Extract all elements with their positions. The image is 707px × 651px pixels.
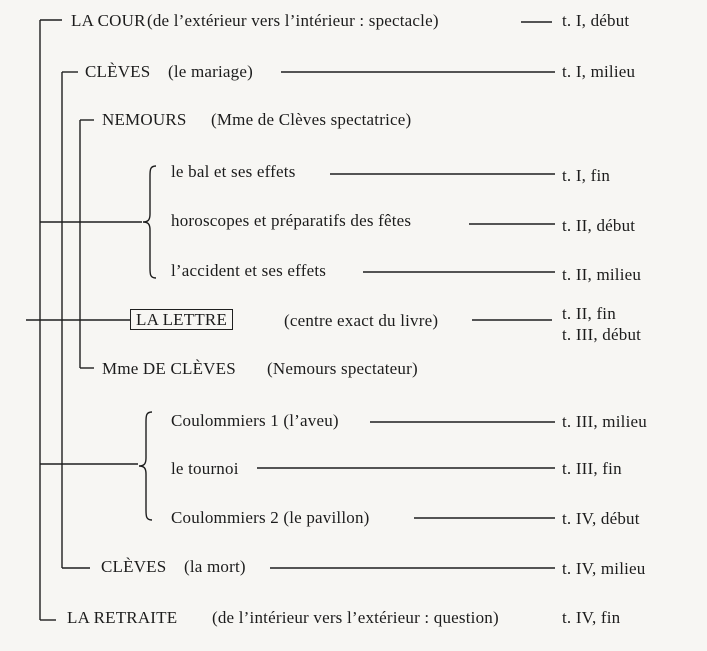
cleves1-ref: t. I, milieu bbox=[562, 62, 636, 81]
coulommiers2-label: Coulommiers 2 (le pavillon) bbox=[171, 508, 370, 527]
cour-note: (de l’extérieur vers l’intérieur : spectacle) bbox=[147, 11, 439, 30]
lettre-ref2: t. III, début bbox=[562, 325, 642, 344]
cour-label: LA COUR bbox=[71, 11, 146, 30]
nemours-label: NEMOURS bbox=[102, 110, 187, 129]
brace-cleves-episodes bbox=[136, 410, 158, 522]
lettre-label: LA LETTRE bbox=[130, 309, 233, 330]
retraite-label: LA RETRAITE bbox=[67, 608, 178, 627]
horoscopes-label: horoscopes et préparatifs des fêtes bbox=[171, 211, 412, 230]
nemours-note: (Mme de Clèves spectatrice) bbox=[211, 110, 412, 129]
mme-label: Mme DE CLÈVES bbox=[102, 359, 236, 378]
cour-ref: t. I, début bbox=[562, 11, 630, 30]
cleves1-note: (le mariage) bbox=[168, 62, 253, 81]
lettre-ref: t. II, fin bbox=[562, 304, 616, 323]
coulommiers1-label: Coulommiers 1 (l’aveu) bbox=[171, 411, 339, 430]
cleves1-label: CLÈVES bbox=[85, 62, 151, 81]
coulommiers2-ref: t. IV, début bbox=[562, 509, 640, 528]
horoscopes-ref: t. II, début bbox=[562, 216, 636, 235]
brace-nemours-episodes bbox=[140, 164, 162, 280]
tournoi-ref: t. III, fin bbox=[562, 459, 622, 478]
cleves2-label: CLÈVES bbox=[101, 557, 167, 576]
cleves2-ref: t. IV, milieu bbox=[562, 559, 646, 578]
mme-note: (Nemours spectateur) bbox=[267, 359, 418, 378]
retraite-ref: t. IV, fin bbox=[562, 608, 621, 627]
bal-label: le bal et ses effets bbox=[171, 162, 296, 181]
retraite-note: (de l’intérieur vers l’extérieur : question) bbox=[212, 608, 499, 627]
bal-ref: t. I, fin bbox=[562, 166, 611, 185]
accident-ref: t. II, milieu bbox=[562, 265, 642, 284]
cleves2-note: (la mort) bbox=[184, 557, 246, 576]
accident-label: l’accident et ses effets bbox=[171, 261, 327, 280]
tournoi-label: le tournoi bbox=[171, 459, 239, 478]
coulommiers1-ref: t. III, milieu bbox=[562, 412, 647, 431]
lettre-note: (centre exact du livre) bbox=[284, 311, 439, 330]
